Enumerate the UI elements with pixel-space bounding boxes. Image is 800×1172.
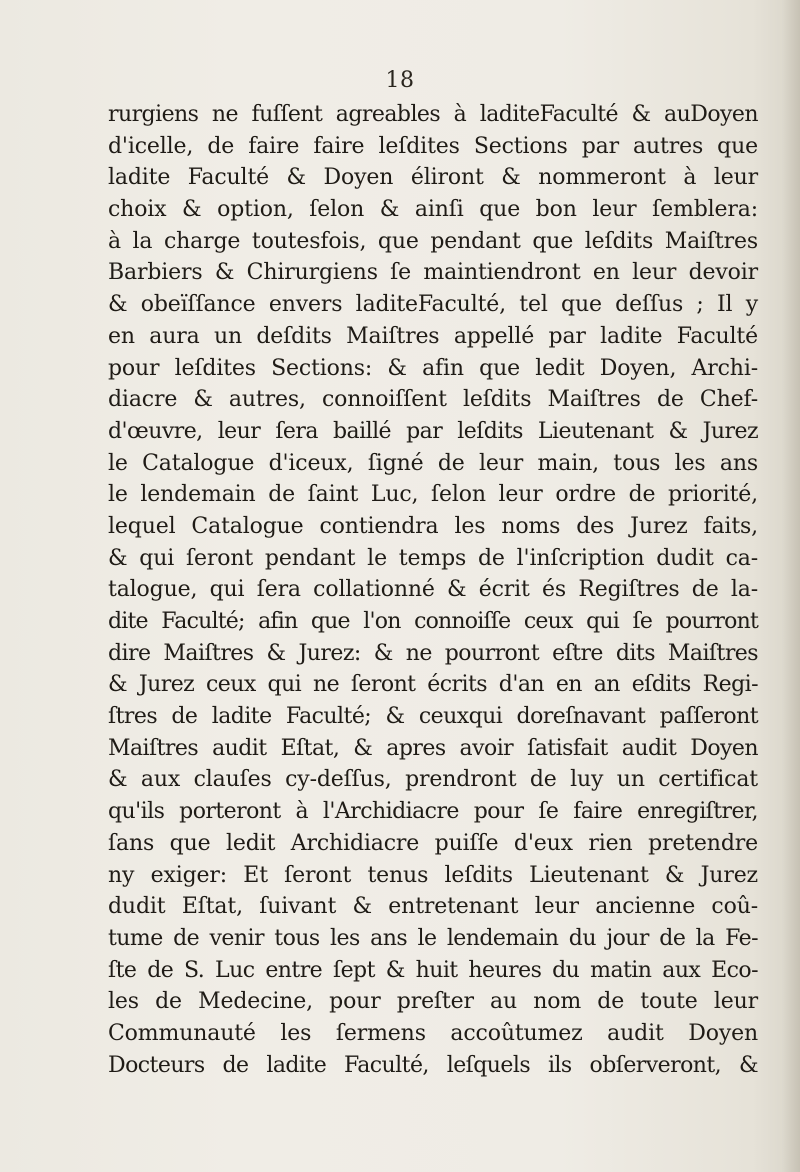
- text-line: dite Faculté; afin que l'on connoiſſe ceux qui ſe pourront: [108, 609, 758, 634]
- text-line: Maiſtres audit Eſtat, & apres avoir ſatisfait audit Doyen: [108, 735, 758, 761]
- text-line: ladite Faculté & Doyen éliront & nommeront à leur: [108, 165, 758, 191]
- text-line: ſtres de ladite Faculté; & ceuxqui doreſnavant paſſeront: [108, 704, 758, 730]
- text-line: le Catalogue d'iceux, ſigné de leur main, tous les ans: [108, 450, 758, 476]
- text-line: ſte de S. Luc entre ſept & huit heures du matin aux Eco-: [108, 957, 758, 983]
- text-line: tume de venir tous les ans le lendemain du jour de la Fe-: [108, 925, 758, 951]
- text-line: le lendemain de ſaint Luc, ſelon leur ordre de priorité,: [108, 482, 758, 508]
- text-line: Communauté les ſermens accoûtumez audit Doyen: [108, 1020, 758, 1046]
- text-line: & obeïſſance envers laditeFaculté, tel que deſſus ; Il y: [108, 292, 758, 318]
- text-line: diacre & autres, connoiſſent leſdits Maiſtres de Chef-: [108, 387, 758, 413]
- text-line: pour leſdites Sections: & afin que ledit Doyen, Archi-: [108, 355, 758, 381]
- text-line: dire Maiſtres & Jurez: & ne pourront eſtre dits Maiſtres: [108, 640, 758, 666]
- text-line: à la charge toutesfois, que pendant que leſdits Maiſtres: [108, 228, 758, 254]
- text-line: & qui ſeront pendant le temps de l'inſcription dudit ca-: [108, 545, 758, 571]
- text-line: Barbiers & Chirurgiens ſe maintiendront en leur devoir: [108, 260, 758, 286]
- text-line: qu'ils porteront à l'Archidiacre pour ſe faire enregiſtrer,: [108, 799, 758, 825]
- text-line: d'œuvre, leur ſera baillé par leſdits Lieutenant & Jurez: [108, 418, 758, 444]
- text-line: d'icelle, de faire faire leſdites Sections par autres que: [108, 133, 758, 159]
- text-line: & aux clauſes cy-deſſus, prendront de luy un certificat: [108, 767, 758, 793]
- text-line: ſans que ledit Archidiacre puiſſe d'eux rien pretendre: [108, 830, 758, 856]
- text-line: Docteurs de ladite Faculté, leſquels ils obſerveront, &: [108, 1052, 758, 1078]
- text-line: & Jurez ceux qui ne ſeront écrits d'an en an eſdits Regi-: [108, 672, 758, 698]
- page-edge-shadow: [782, 0, 800, 1172]
- body-text: [108, 99, 758, 1081]
- text-line: ny exiger: Et ſeront tenus leſdits Lieutenant & Jurez: [108, 862, 758, 888]
- text-line: dudit Eſtat, ſuivant & entretenant leur ancienne coû-: [108, 894, 758, 920]
- text-line: lequel Catalogue contiendra les noms des Jurez faits,: [108, 513, 758, 539]
- text-line: choix & option, ſelon & ainſi que bon leur ſemblera:: [108, 197, 758, 223]
- page-number: 18: [385, 68, 415, 93]
- text-line: en aura un deſdits Maiſtres appellé par ladite Faculté: [108, 323, 758, 349]
- text-line: rurgiens ne fuſſent agreables à laditeFaculté & auDoyen: [108, 102, 758, 127]
- text-line: les de Medecine, pour preſter au nom de toute leur: [108, 989, 758, 1015]
- text-line: talogue, qui ſera collationné & écrit és Regiſtres de la-: [108, 577, 758, 603]
